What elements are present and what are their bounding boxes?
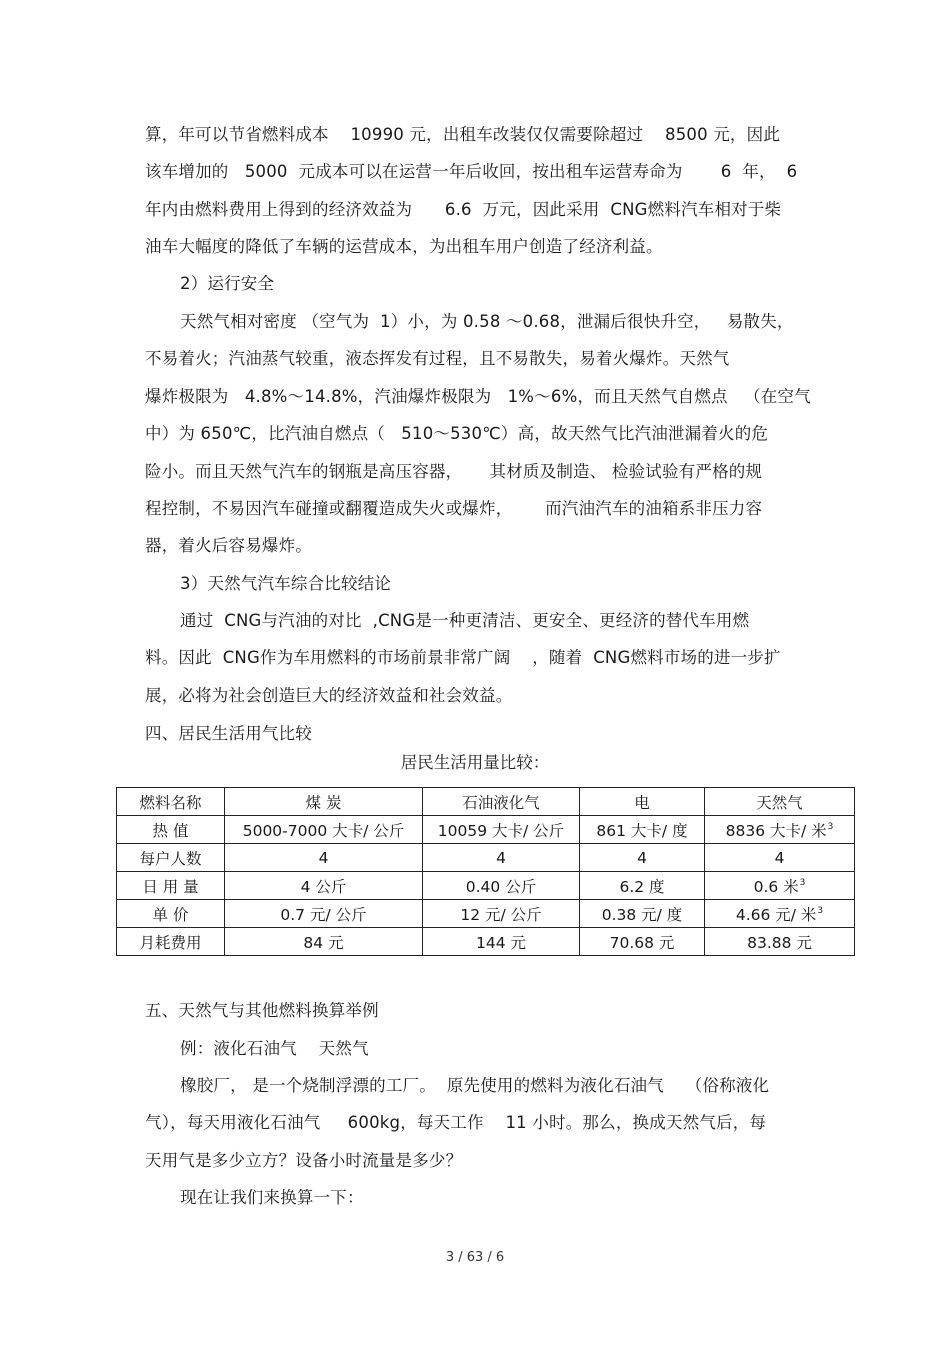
table-cell: 4 (423, 844, 580, 872)
table-cell: 0.38 元/ 度 (580, 900, 705, 928)
table-row (117, 844, 855, 872)
paragraph-line: 现在让我们来换算一下： (180, 1188, 364, 1207)
table-cell: 热 值 (117, 816, 225, 844)
table-cell: 煤 炭 (225, 788, 423, 816)
paragraph-line: 展，必将为社会创造巨大的经济效益和社会效益。 (145, 686, 513, 705)
section-heading-4: 四、居民生活用气比较 (145, 724, 312, 743)
table-cell-with-unit (705, 900, 855, 928)
table-cell-with-unit (705, 872, 855, 900)
table-row (117, 928, 855, 956)
table-cell: 144 元 (423, 928, 580, 956)
subheading-conclusion: 3）天然气汽车综合比较结论 (180, 574, 392, 593)
paragraph-line: 气），每天用液化石油气 600kg，每天工作 11 小时。那么，换成天然气后，每 (145, 1113, 767, 1132)
superscript: 3 (799, 877, 806, 888)
table-header-row (117, 788, 855, 816)
paragraph-line: 器，着火后容易爆炸。 (145, 536, 312, 555)
paragraph-line: 天用气是多少立方？设备小时流量是多少？ (145, 1151, 463, 1170)
table-cell: 70.68 元 (580, 928, 705, 956)
table-cell: 6.2 度 (580, 872, 705, 900)
cell-text: 4.66 元/ 米 (735, 905, 817, 924)
paragraph-line: 天然气相对密度 （空气为 1）小，为 0.58 ～0.68，泄漏后很快升空， 易散失， (180, 312, 794, 331)
table-cell: 燃料名称 (117, 788, 225, 816)
cell-text: 8836 大卡/ 米 (725, 821, 827, 840)
table-cell: 5000-7000 大卡/ 公斤 (225, 816, 423, 844)
paragraph-line: 爆炸极限为 4.8%～14.8%，汽油爆炸极限为 1%～6%，而且天然气自燃点 （在空气 (145, 387, 811, 406)
table-cell: 4 公斤 (225, 872, 423, 900)
paragraph-line: 年内由燃料费用上得到的经济效益为 6.6 万元，因此采用 CNG燃料汽车相对于柴 (145, 200, 782, 219)
table-cell: 83.88 元 (705, 928, 855, 956)
table-cell: 每户人数 (117, 844, 225, 872)
table-cell: 石油液化气 (423, 788, 580, 816)
paragraph-line: 油车大幅度的降低了车辆的运营成本，为出租车用户创造了经济利益。 (145, 237, 663, 256)
table-cell: 天然气 (705, 788, 855, 816)
table-cell: 单 价 (117, 900, 225, 928)
paragraph-line: 不易着火；汽油蒸气较重，液态挥发有过程，且不易散失，易着火爆炸。天然气 (145, 349, 730, 368)
paragraph-line: 橡胶厂， 是一个烧制浮漂的工厂。 原先使用的燃料为液化石油气 （俗称液化 (180, 1076, 770, 1095)
section-heading-5: 五、天然气与其他燃料换算举例 (145, 1001, 379, 1020)
table-cell: 861 大卡/ 度 (580, 816, 705, 844)
paragraph-line: 该车增加的 5000 元成本可以在运营一年后收回，按出租车运营寿命为 6 年， 6 (145, 162, 798, 181)
page-number: 3 / 63 / 6 (445, 1250, 505, 1265)
example-line: 例：液化石油气 天然气 (180, 1039, 369, 1058)
paragraph-line: 料。因此 CNG作为车用燃料的市场前景非常广阔 ，随着 CNG燃料市场的进一步扩 (145, 648, 781, 667)
table-cell: 4 (225, 844, 423, 872)
table-cell: 4 (580, 844, 705, 872)
table-row (117, 816, 855, 844)
paragraph-line: 险小。而且天然气汽车的钢瓶是高压容器， 其材质及制造、 检验试验有严格的规 (145, 462, 763, 481)
paragraph-line: 程控制，不易因汽车碰撞或翻覆造成失火或爆炸， 而汽油汽车的油箱系非压力容 (145, 499, 763, 518)
table-cell: 4 (705, 844, 855, 872)
superscript: 3 (827, 821, 834, 832)
table-cell: 84 元 (225, 928, 423, 956)
paragraph-line: 算，年可以节省燃料成本 10990 元，出租车改装仅仅需要除超过 8500 元，因此 (145, 125, 781, 144)
paragraph-line: 通过 CNG与汽油的对比 ,CNG是一种更清洁、更安全、更经济的替代车用燃 (180, 611, 750, 630)
paragraph-line: 中）为 650℃，比汽油自燃点（ 510～530℃）高，故天然气比汽油泄漏着火的危 (145, 424, 769, 443)
table-cell: 0.40 公斤 (423, 872, 580, 900)
table-cell: 日 用 量 (117, 872, 225, 900)
table-caption: 居民生活用量比较： (400, 753, 550, 772)
table-cell-with-unit (705, 816, 855, 844)
table-cell: 电 (580, 788, 705, 816)
table-cell: 月耗费用 (117, 928, 225, 956)
table-cell: 12 元/ 公斤 (423, 900, 580, 928)
cell-text: 0.6 米 (753, 877, 799, 896)
table-cell: 0.7 元/ 公斤 (225, 900, 423, 928)
table-row (117, 872, 855, 900)
subheading-operational-safety: 2）运行安全 (180, 274, 275, 293)
table-cell: 10059 大卡/ 公斤 (423, 816, 580, 844)
superscript: 3 (817, 905, 824, 916)
comparison-table (116, 787, 855, 956)
table-row (117, 900, 855, 928)
